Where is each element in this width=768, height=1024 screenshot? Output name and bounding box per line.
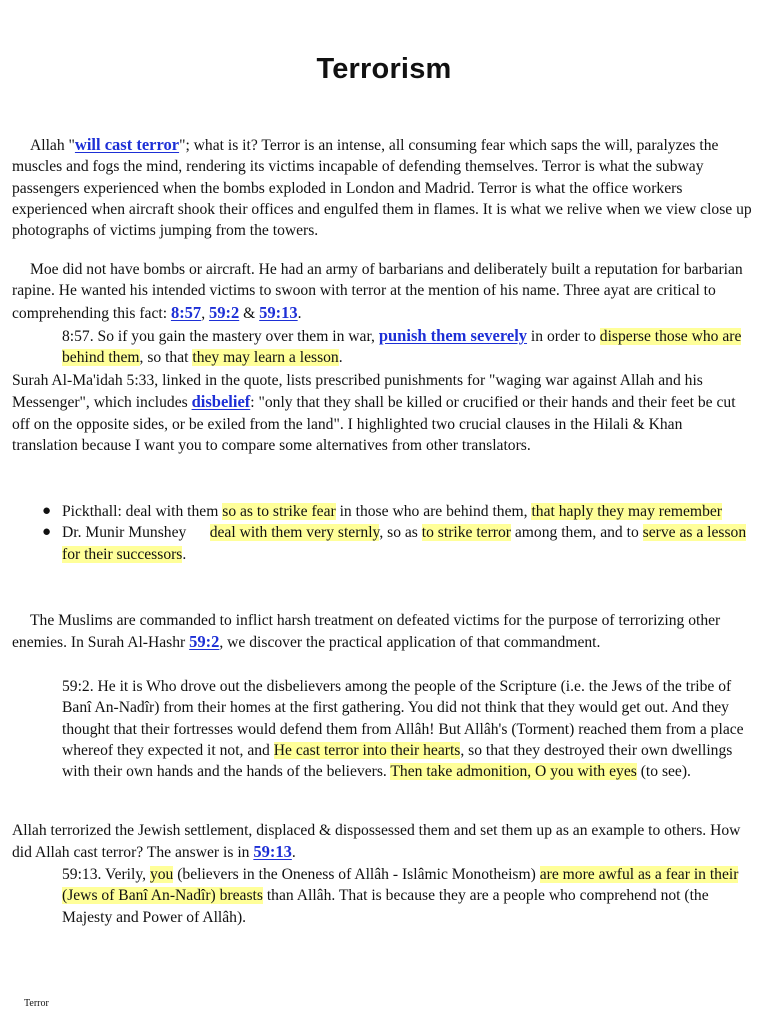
- list-text: in those who are behind them,: [335, 503, 532, 520]
- maidah-text-a: Surah Al-Ma'idah 5:33, linked in the quote, lists prescribed punishments for "waging war against Allah and his Messenger", which includes: [12, 372, 703, 412]
- period: .: [338, 349, 343, 367]
- highlight-very-sternly: deal with them very sternly: [209, 524, 380, 542]
- list-item-munshey: [12, 522, 752, 565]
- quote-text: 8:57. So if you gain the mastery over them in war,: [62, 328, 379, 345]
- quote-text: (to see).: [636, 763, 691, 781]
- quote-text: in order to: [527, 328, 600, 345]
- bullet-icon: ●: [42, 524, 52, 541]
- separator: ,: [201, 304, 209, 322]
- link-will-cast-terror[interactable]: will cast terror: [74, 135, 180, 154]
- highlight-cast-terror-hearts: He cast terror into their hearts: [273, 741, 461, 759]
- link-59-13-answer[interactable]: 59:13: [253, 842, 292, 862]
- quote-59-13: [62, 864, 752, 928]
- highlight-serve-lesson: serve as a lesson for their successors: [62, 524, 747, 563]
- link-8-57[interactable]: 8:57: [170, 302, 202, 322]
- quote-text: 59:13. Verily,: [62, 866, 150, 883]
- translations-list: [12, 501, 752, 565]
- hashr-paragraph: [12, 610, 752, 654]
- bullet-icon: ●: [42, 503, 52, 519]
- intro-text-b: "; what is it? Terror is an intense, all consuming fear which saps the will, paralyzes the muscles and fogs the mind, rendering its victims incapable of defending themselves. Terror is what the subway passengers experienced when the bombs exploded in London and Madrid. Terror is what the office workers experienced when aircraft shook their offices and engulfed them in flames. It is what we relive when we view close up photographs of victims jumping from the towers.: [12, 137, 752, 240]
- maidah-paragraph: [12, 370, 752, 456]
- list-item-pickthall: [12, 501, 752, 522]
- highlight-disperse: disperse those who are behind them: [62, 328, 742, 367]
- quote-text: (believers in the Oneness of Allâh - Islâmic Monotheism): [173, 866, 540, 883]
- period: .: [297, 304, 302, 322]
- hashr-text-b: , we discover the practical application of that commandment.: [219, 634, 601, 652]
- list-text: Dr. Munir Munshey: [62, 524, 210, 542]
- list-text: among them, and to: [510, 524, 643, 542]
- link-disbelief[interactable]: disbelief: [191, 392, 251, 412]
- period: .: [291, 844, 296, 862]
- page-footer: Terror: [24, 998, 49, 1009]
- hashr-text-a: The Muslims are commanded to inflict harsh treatment on defeated victims for the purpose of terrorizing other enemies. In Surah Al-Hashr: [12, 612, 721, 652]
- intro-paragraph: [12, 134, 752, 241]
- list-text: Pickthall: deal with them: [62, 503, 223, 520]
- quote-text: than Allâh. That is because they are a people who comprehend not (the Majesty and Power of Allâh).: [62, 887, 709, 926]
- quote-text: , so that they destroyed their own dwellings with their own hands and the hands of the believers.: [62, 741, 733, 781]
- link-59-13[interactable]: 59:13: [259, 302, 298, 322]
- quote-text: 59:2. He it is Who drove out the disbelievers among the people of the Scripture (i.e. the Jews of the tribe of Banî An-Nadîr) from their homes at the first gathering. You did not think that they would get out. And they thought that their fortresses would defend them from Allâh! But Allâh's (Torment) reached them from a place whereof they expected it not, and: [62, 678, 744, 759]
- highlight-take-admonition: Then take admonition, O you with eyes: [390, 763, 637, 781]
- quote-text: , so that: [139, 349, 193, 367]
- highlight-strike-terror: to strike terror: [421, 524, 511, 542]
- link-punish-them-severely[interactable]: punish them severely: [378, 326, 528, 345]
- maidah-text-b: : "only that they shall be killed or crucified or their hands and their feet be cut off on the opposite sides, or be exiled from the land". I highlighted two crucial clauses in the Hilali & Khan translation because I want you to compare some alternatives from other translators.: [12, 394, 736, 454]
- highlight-remember: that haply they may remember: [531, 503, 722, 520]
- page-title: Terrorism: [316, 53, 452, 85]
- highlight-more-awful: are more awful as a fear in their (Jews of Banî An-Nadîr) breasts: [62, 866, 739, 905]
- period: .: [182, 545, 187, 563]
- link-59-2[interactable]: 59:2: [208, 302, 240, 322]
- moe-paragraph: [12, 259, 752, 324]
- quote-8-57: [62, 325, 752, 369]
- highlight-strike-fear: so as to strike fear: [222, 503, 336, 520]
- quote-59-2: [62, 676, 752, 782]
- link-59-2-hashr[interactable]: 59:2: [189, 632, 220, 652]
- list-text: , so as: [379, 524, 422, 542]
- highlight-you: you: [149, 866, 174, 883]
- moe-text: Moe did not have bombs or aircraft. He had an army of barbarians and deliberately built a reputation for barbarian rapine. He wanted his intended victims to swoon with terror at the mention of his name. Three ayat are critical to comprehending this fact:: [12, 261, 743, 322]
- separator: &: [239, 304, 260, 322]
- settlement-text: Allah terrorized the Jewish settlement, displaced & dispossessed them and set them up as an example to others. How did Allah cast terror? The answer is in: [12, 822, 741, 862]
- settlement-paragraph: [12, 820, 752, 864]
- highlight-learn-lesson: they may learn a lesson: [192, 349, 339, 367]
- intro-text-a: Allah ": [30, 137, 75, 154]
